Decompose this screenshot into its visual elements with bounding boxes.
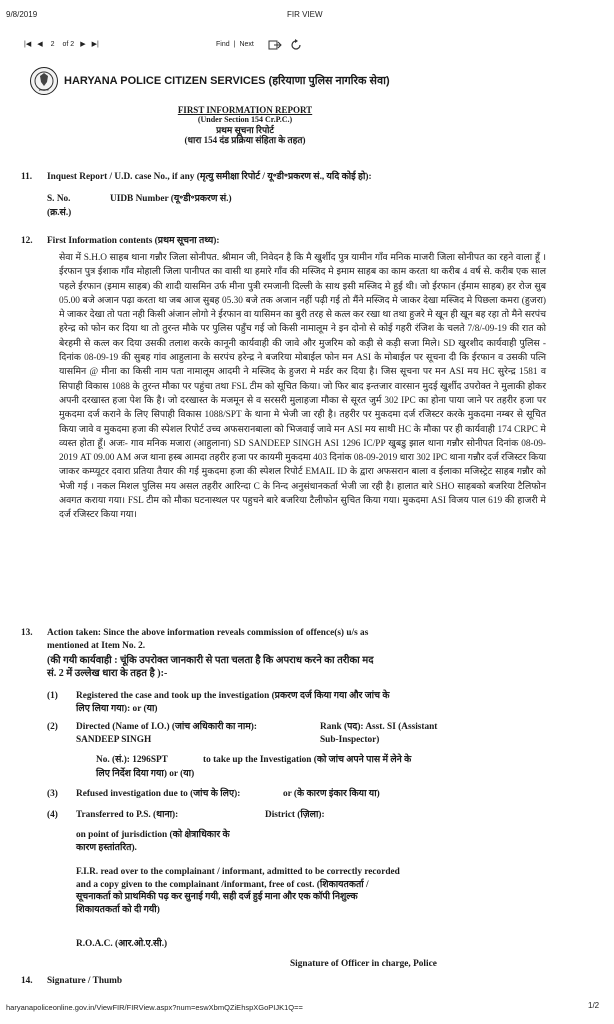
item12-title: First Information contents (प्रथम सूचना तथ्य):	[47, 236, 220, 246]
action-taken-block	[47, 627, 557, 681]
prev-page-button[interactable]: ◀	[37, 41, 43, 48]
io-take-line1: to take up the Investigation (को जांच अपने पास में लेने के	[203, 755, 412, 765]
option4-jurisdiction-line1: on point of jurisdiction (को क्षेत्राधिकार के	[76, 830, 230, 840]
option4-number: (4)	[47, 810, 58, 820]
io-name: SANDEEP SINGH	[76, 735, 152, 745]
option4-jurisdiction-line2: कारण हस्तांतरित).	[76, 843, 137, 854]
logo-text: POLICE	[38, 88, 50, 92]
page-number-input[interactable]: 2	[50, 40, 55, 48]
print-date: 9/8/2019	[6, 10, 38, 19]
find-link[interactable]: Find	[216, 41, 230, 48]
first-page-button[interactable]: |◀	[24, 41, 32, 48]
option3-number: (3)	[47, 789, 58, 799]
roac: R.O.A.C. (आर.ओ.ए.सी.)	[76, 939, 168, 949]
fir-read-line4: शिकायतकर्ता को दी गयी)	[76, 904, 160, 915]
last-page-button[interactable]: ▶|	[91, 41, 99, 48]
signature-thumb: Signature / Thumb	[47, 976, 123, 986]
item14-number: 14.	[21, 976, 33, 986]
io-rank-cont: Sub-Inspector)	[320, 735, 380, 745]
item12-number: 12.	[21, 236, 33, 246]
io-take-line2: लिए निर्देश दिया गया) or (या)	[96, 769, 195, 779]
report-title-block	[130, 105, 360, 145]
option4-district: District (ज़िला):	[265, 810, 325, 820]
action-taken-hindi2: सं. 2 में उल्लेख धारा के तहत है ):-	[47, 668, 168, 680]
action-taken-line1: Action taken: Since the above information reveals commission of offence(s) u/s as	[47, 628, 369, 638]
option1-block	[76, 690, 546, 717]
refresh-icon[interactable]	[289, 38, 303, 50]
option1-line1: Registered the case and took up the investigation (प्रकरण दर्ज किया गया और जांच के	[76, 691, 390, 701]
first-information-contents: सेवा में S.H.O साहब थाना गन्नौर जिला सोनीपत. श्रीमान जी, निवेदन है कि मै खुर्शीद पुत्र यामीन गाँव मनिक माजरी जिला सोनीपत का रहने वाला हूँ । ईरफान पुत्र ईशाक गाँव मोहाली जिला पानीपत का वासी था हमारे गाँव की मस्जिद मे इमाम साहब का काम करता था करीब 4 वर्ष से. करीब एक साल पहले ईरफान (इमाम साहब) की शादी यासमिन उर्फ मीना पुत्री रमजानी दिल्ली के साथ इसी मस्जिद मे हुई थी। जो ईरफान (ईमाम साहब) हर रोज सुब 05.00 बजे अजान पढ़ा करता था जब आज सुबह 05.30 बजे तक अजान नहीं पढ़ी गई तो मैंने मस्जिद मे जाकर देखा मस्जिद मे पिछला कमरा (हुजरा) मे जाकर देखा तो पता नही किसी अंजान लोगो ने ईरफान वा यासिमन का बुरी तरह से कत्ल कर रखा था तथा हुजरे मे खून ही खून बह रहा तो मैने सरपंच हरेन्द्र को फोन कर दिया था तो तुरन्त मौके पर पुलिस पहुँच गई जो किसी नामालूम ने इन दोनो से कोई गहरी रंजिश के चलते 7/8/-09-19 की रात को बेरहमी से कत्ल कर दिया उसकी तलाश करके कानूनी कार्यवाही की जावे और मुजरिम को कड़ी से कड़ी सजा मिले। SD खुरशीद कार्यवाही पुलिस - दिनांक 08-09-19 की सुबह गांव आहुलाना के सरपंच हरेन्द्र ने बजरिया मोबाईल फोन मन ASI के मोबाईल पर सूचना दी कि ईरफान व उसकी पत्नि यासमिन @ मीना का किसी नाम पता नामालूम आदमी ने मस्जिद के हुजरा मे मर्डर कर दिया है। जिस सूचना पर मन ASI मय HC सुरेन्द्र 1581 व सिपाही विकास 1088 के तुरन्त मौका पर पहुंचा तथा FSL टीम को सूचित किया। जो फिर बाद इन्तजार वारसान मुदई खुर्शीद उपरोक्त ने मुलाकी होकर अपनी दरखास्त हजा पेश कि है। जो दरखास्त के मजमून से व सरसरी मुलाहजा मौका से सूरत जुर्म 302 IPC का होना पाया जाने पर तहरीर हजा पर मुकदमा दर्ज कराने के लिए सिपाही विकास 1088/SPT के थाना मे भेजी जा रही है। तहरीर पर मुकदमा दर्ज रजिस्टर करके मुकदमा नम्बर से सूचित किया जावे व मुकदमा हजा की स्पेशल रिपोर्ट उच्च अफसरानबाला को भिजवाई जावे मन ASI मय साथी HC के मौका पर ही कार्यवाही 174 CRPC मे व्यस्त होता हूँ। अजः- गाव मनिक मजारा (आहुलाना) SD SANDEEP SINGH ASI 1296 IC/PP खुबडु झाल थाना गन्नौर सोनीपत दिनांक 08-09-2019 AT 09.00 AM अज थाना हस्ब आमदा तहरीर हजा पर कायमी मुकदमा 403 दिनांक 08-09-2019 धारा 302 IPC थाना गन्नौर दर्ज रजिस्टर किया जाकर कम्प्यूटर दवारा प्रतिया तैयार की गई मुकदमा हजा की स्पेशल रिपोर्ट EMAIL ID के द्वारा अफसरान बाला व ईलाका मजिस्ट्रेट साहब गन्नौर को भेजी गई । नकल मिशल पुलिस मय असल तहरीर आरिन्दा C के निन्द अनुसंधानकर्ता भेजी जा रही है। हालात बारे SHO साहबको बजरिया टैलिफोन अवगत कराया गया। FSL टीम को मौका घटनास्थल पर पहुचने बारे बजरिया टैलीफोन सुचित किया गया। मुकदमा ASI विजय पाल 619 की हाजरी मे दर्ज रजिस्टर किया गया।	[59, 253, 546, 521]
report-toolbar	[24, 40, 99, 48]
fir-read-line1: F.I.R. read over to the complainant / informant, admitted to be correctly recorded	[76, 867, 400, 877]
officer-signature: Signature of Officer in charge, Police	[290, 959, 437, 969]
under-section: (Under Section 154 Cr.P.C.)	[197, 115, 293, 124]
footer-url[interactable]: haryanapoliceonline.gov.in/ViewFIR/FIRView.aspx?num=eswXbmQZiEhspXGoPIJK1Q==	[6, 1003, 303, 1012]
find-bar	[216, 41, 254, 48]
option4-text: Transferred to P.S. (थाना):	[76, 810, 179, 820]
action-taken-line2: mentioned at Item No. 2.	[47, 641, 146, 652]
find-separator: |	[233, 41, 236, 48]
item11-sno: S. No.	[47, 194, 71, 204]
fir-read-line3: सूचनाकर्ता को प्राथमिकी पढ़ कर सुनाई गयी, सही दर्ज हुई माना और एक कॉपी निशुल्क	[76, 892, 358, 902]
item11-sno-hindi: (क्र.सं.)	[47, 208, 72, 218]
option2-number: (2)	[47, 722, 58, 732]
io-rank: Rank (पद): Asst. SI (Assistant	[320, 722, 438, 732]
io-number: No. (सं.): 1296SPT	[96, 755, 168, 765]
action-taken-hindi1: (की गयी कार्यवाही : चूंकि उपरोक्त जानकारी से पता चलता है कि अपराध करने का तरीका मद	[47, 654, 374, 666]
page-indicator: 1/2	[588, 1001, 600, 1010]
option2-directed: Directed (Name of I.O.) (जांच अधिकारी का नाम):	[76, 722, 257, 732]
page-of-label: of 2	[62, 40, 75, 48]
next-page-button[interactable]: ▶	[80, 41, 86, 48]
report-title-hindi: प्रथम सूचना रिपोर्ट	[216, 125, 274, 135]
export-icon[interactable]	[268, 38, 282, 50]
item11-number: 11.	[21, 172, 33, 182]
fir-read-block	[76, 866, 556, 916]
find-next-link[interactable]: Next	[239, 41, 254, 48]
fir-read-line2: and a copy given to the complainant /informant, free of cost. (शिकायतकर्ता /	[76, 879, 369, 890]
haryana-police-logo	[30, 67, 58, 95]
item13-number: 13.	[21, 628, 33, 638]
option3-text: Refused investigation due to (जांच के लिए):	[76, 789, 241, 799]
item11-uidb: UIDB Number (यू॰डी॰प्रकरण सं.)	[110, 194, 232, 204]
option4-jurisdiction	[76, 829, 230, 856]
window-title: FIR VIEW	[287, 10, 323, 19]
option1-number: (1)	[47, 691, 58, 701]
section-hindi: (धारा 154 दंड प्रक्रिया संहिता के तहत)	[184, 135, 306, 145]
io-take-block	[203, 754, 543, 767]
option3-reason: or (के कारण इंकार किया या)	[283, 789, 380, 799]
item11-text: Inquest Report / U.D. case No., if any (मृत्यु समीक्षा रिपोर्ट / यू॰डी॰प्रकरण सं., यदि कोई हो):	[47, 172, 372, 182]
option1-line2: लिए लिया गया): or (या)	[76, 704, 158, 715]
report-title: FIRST INFORMATION REPORT	[177, 105, 313, 115]
org-title: HARYANA POLICE CITIZEN SERVICES (हरियाणा पुलिस नागरिक सेवा)	[64, 75, 390, 87]
